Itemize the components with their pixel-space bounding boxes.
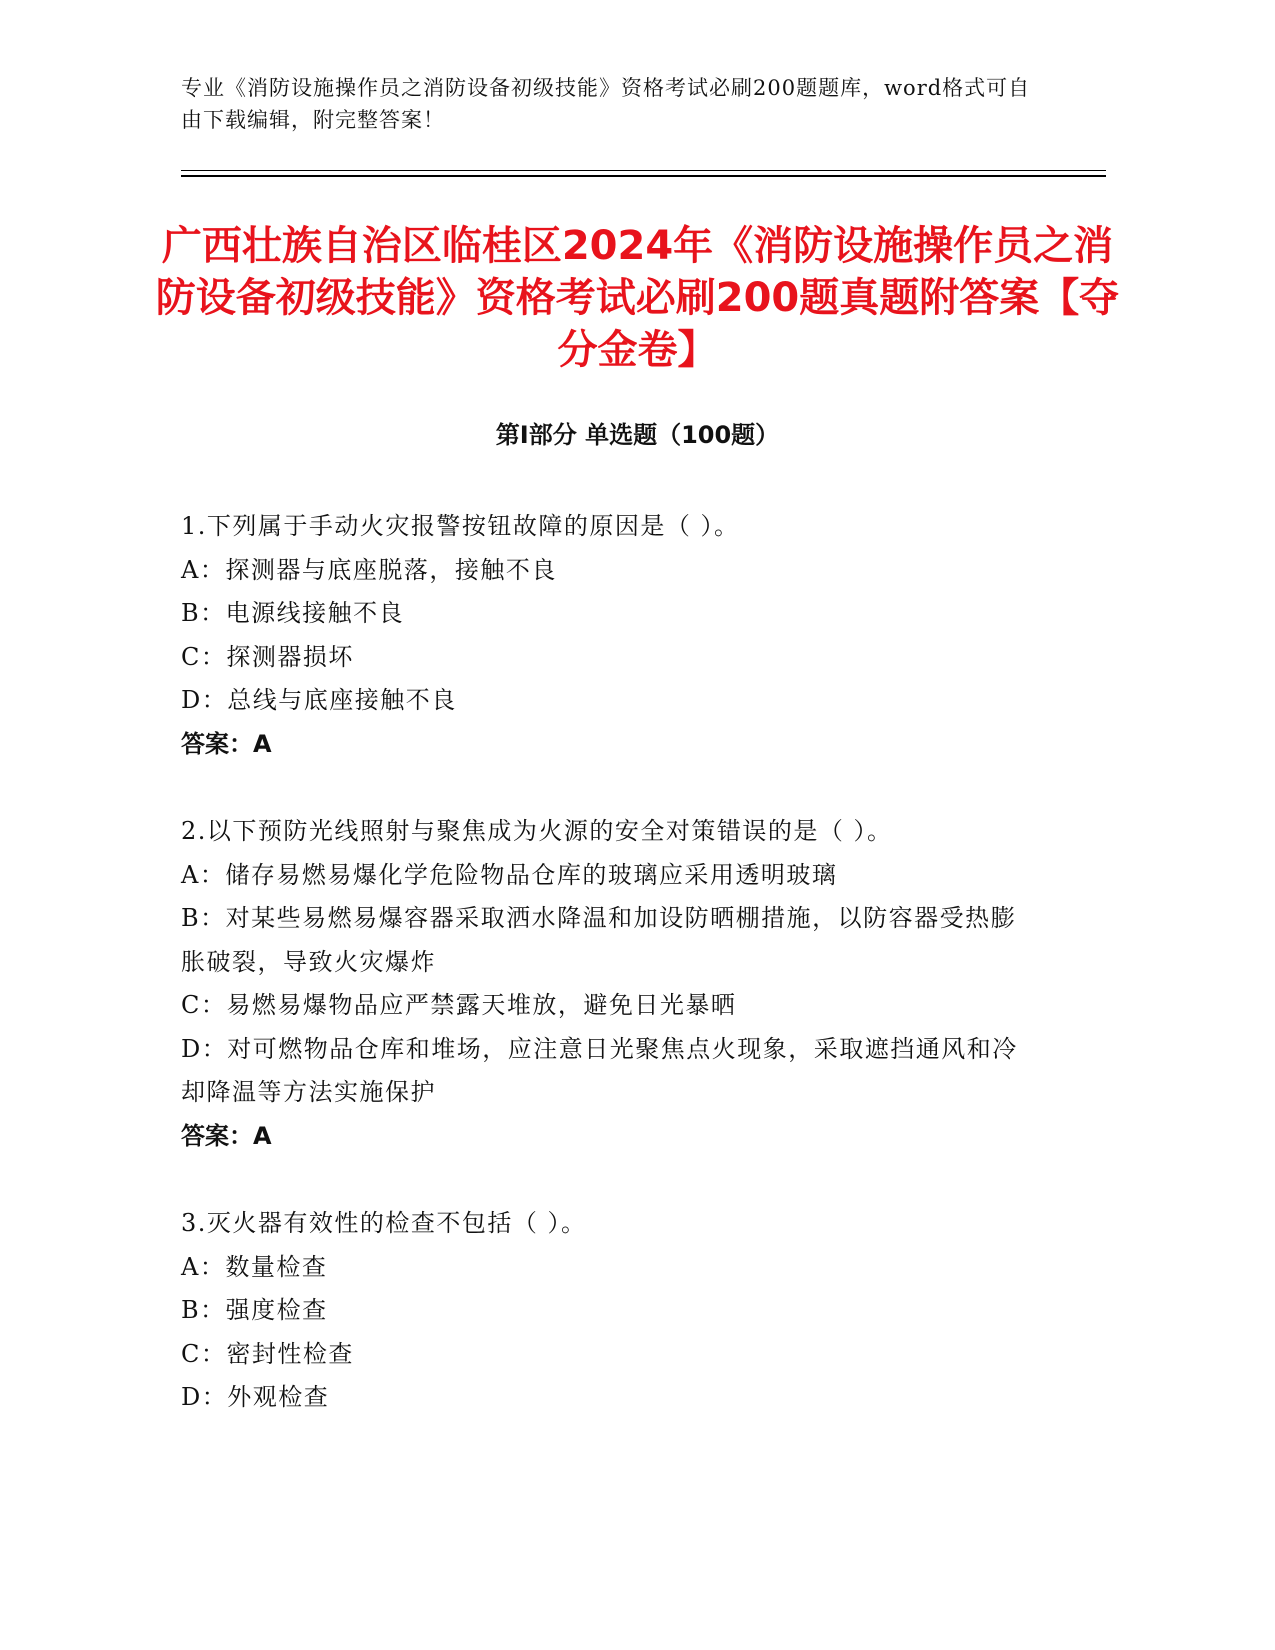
option-b: B：对某些易燃易爆容器采取洒水降温和加设防晒棚措施，以防容器受热膨胀破裂，导致火灾爆炸 [181,904,1017,976]
section-heading: 第Ⅰ部分 单选题（100题） [495,421,780,449]
document-title: 广西壮族自治区临桂区2024年《消防设施操作员之消防设备初级技能》资格考试必刷200题真题附答案【夺分金卷】 [155,223,1120,373]
option-a: A：数量检查 [181,1252,328,1281]
option-c: C：易燃易爆物品应严禁露天堆放，避免日光暴晒 [181,991,737,1019]
question-stem: 1.下列属于手动火灾报警按钮故障的原因是（ ）。 [181,512,740,540]
header-divider-thin [181,170,1106,171]
option-c: C：探测器损坏 [181,642,354,671]
question-1 [181,505,1031,766]
question-2 [181,810,1031,1158]
option-b: B：电源线接触不良 [181,599,405,627]
option-a: A：探测器与底座脱落，接触不良 [181,555,557,584]
answer-line: 答案：A [181,1121,272,1150]
option-b: B：强度检查 [181,1296,328,1324]
header-divider-thick [181,175,1106,177]
option-d: D：对可燃物品仓库和堆场，应注意日光聚焦点火现象，采取遮挡通风和冷却降温等方法实施保护 [181,1034,1018,1106]
option-a: A：储存易燃易爆化学危险物品仓库的玻璃应采用透明玻璃 [181,860,838,889]
option-d: D：总线与底座接触不良 [181,686,457,714]
answer-line: 答案：A [181,729,272,758]
header-note: 专业《消防设施操作员之消防设备初级技能》资格考试必刷200题题库，word格式可自由下载编辑，附完整答案！ [181,76,1031,132]
question-list [181,505,1031,1464]
question-stem: 3.灭火器有效性的检查不包括（ ）。 [181,1209,587,1237]
option-c: C：密封性检查 [181,1339,354,1368]
question-3 [181,1202,1031,1420]
question-stem: 2.以下预防光线照射与聚焦成为火源的安全对策错误的是（ ）。 [181,817,893,845]
option-d: D：外观检查 [181,1383,330,1411]
